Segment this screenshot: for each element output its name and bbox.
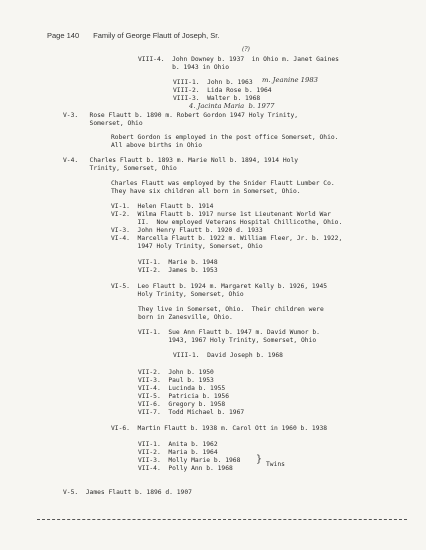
entry-line: VII-2. Maria b. 1964	[138, 449, 218, 456]
entry-line: VII-6. Gregory b. 1958	[138, 401, 226, 408]
entry-line: Holy Trinity, Somerset, Ohio	[111, 291, 244, 298]
entry-line: VI-2. Wilma Flautt b. 1917 nurse 1st Lieutenant World War	[111, 211, 331, 218]
entry-line: 1947 Holy Trinity, Somerset, Ohio	[111, 243, 263, 250]
entry-line: Robert Gordon is employed in the post office Somerset, Ohio.	[111, 134, 339, 141]
entry-line: Charles Flautt was employed by the Snider Flautt Lumber Co.	[111, 180, 335, 187]
entry-line: They live in Somerset, Ohio. Their children were	[138, 306, 324, 313]
entry-line: They have six children all born in Somerset, Ohio.	[111, 188, 301, 195]
entry-line: VII-3. Molly Marie b. 1968	[138, 457, 241, 464]
entry-line: Trinity, Somerset, Ohio	[63, 165, 177, 172]
entry-line: VII-2. James b. 1953	[138, 267, 218, 274]
entry-line: VI-3. John Henry Flautt b. 1920 d. 1933	[111, 227, 263, 234]
entry-line: Somerset, Ohio	[63, 120, 143, 127]
entry-line: VII-3. Paul b. 1953	[138, 377, 214, 384]
entry-line: VI-4. Marcella Flautt b. 1922 m. William Fleer, Jr. b. 1922,	[111, 235, 343, 242]
entry-line: VII-1. Sue Ann Flautt b. 1947 m. David Wumor b.	[138, 329, 320, 336]
entry-line: II. Now employed Veterans Hospital Chillicothe, Ohio.	[111, 219, 343, 226]
entry-line: VIII-1. David Joseph b. 1968	[173, 352, 283, 359]
page-header	[47, 31, 233, 40]
entry-line: VIII-2. Lida Rose b. 1964	[173, 87, 272, 94]
twins-label: Twins	[266, 461, 285, 468]
handwritten-note: 4. Jacinta Maria b. 1977	[189, 102, 275, 110]
entry-line: VI-5. Leo Flautt b. 1924 m. Margaret Kelly b. 1926, 1945	[111, 283, 328, 290]
entry-line: VI-6. Martin Flautt b. 1938 m. Carol Ott in 1960 b. 1938	[111, 425, 328, 432]
page-title: Family of George Flautt of Joseph, Sr.	[93, 31, 220, 40]
handwritten-note: m. Jeanine 1983	[262, 76, 318, 84]
entry-line: VI-1. Helen Flautt b. 1914	[111, 203, 214, 210]
entry-line: 1943, 1967 Holy Trinity, Somerset, Ohio	[138, 337, 317, 344]
page-number: Page 140	[47, 31, 80, 40]
entry-line: VII-5. Patricia b. 1956	[138, 393, 229, 400]
page-divider	[37, 519, 407, 520]
entry-line: VII-2. John b. 1950	[138, 369, 214, 376]
entry-line: VII-4. Polly Ann b. 1968	[138, 465, 233, 472]
entry-line: V-4. Charles Flautt b. 1893 m. Marie Noll b. 1894, 1914 Holy	[63, 157, 299, 164]
entry-line: VIII-1. John b. 1963	[173, 79, 253, 86]
twins-brace: }	[256, 454, 263, 465]
entry-line: VII-7. Todd Michael b. 1967	[138, 409, 245, 416]
entry-line: VII-1. Marie b. 1948	[138, 259, 218, 266]
entry-line: VIII-4. John Downey b. 1937 in Ohio m. Janet Gaines	[138, 56, 339, 63]
entry-line: All above births in Ohio	[111, 142, 202, 149]
entry-line: VII-1. Anita b. 1962	[138, 441, 218, 448]
entry-line: V-5. James Flautt b. 1896 d. 1907	[63, 489, 192, 496]
handwritten-question: (?)	[242, 46, 250, 53]
entry-line: VIII-3. Walter b. 1968	[173, 95, 261, 102]
entry-line: born in Zanesville, Ohio.	[138, 314, 233, 321]
entry-line: V-3. Rose Flautt b. 1890 m. Robert Gordon 1947 Holy Trinity,	[63, 112, 299, 119]
entry-line: VII-4. Lucinda b. 1955	[138, 385, 226, 392]
entry-line: b. 1943 in Ohio	[138, 64, 229, 71]
